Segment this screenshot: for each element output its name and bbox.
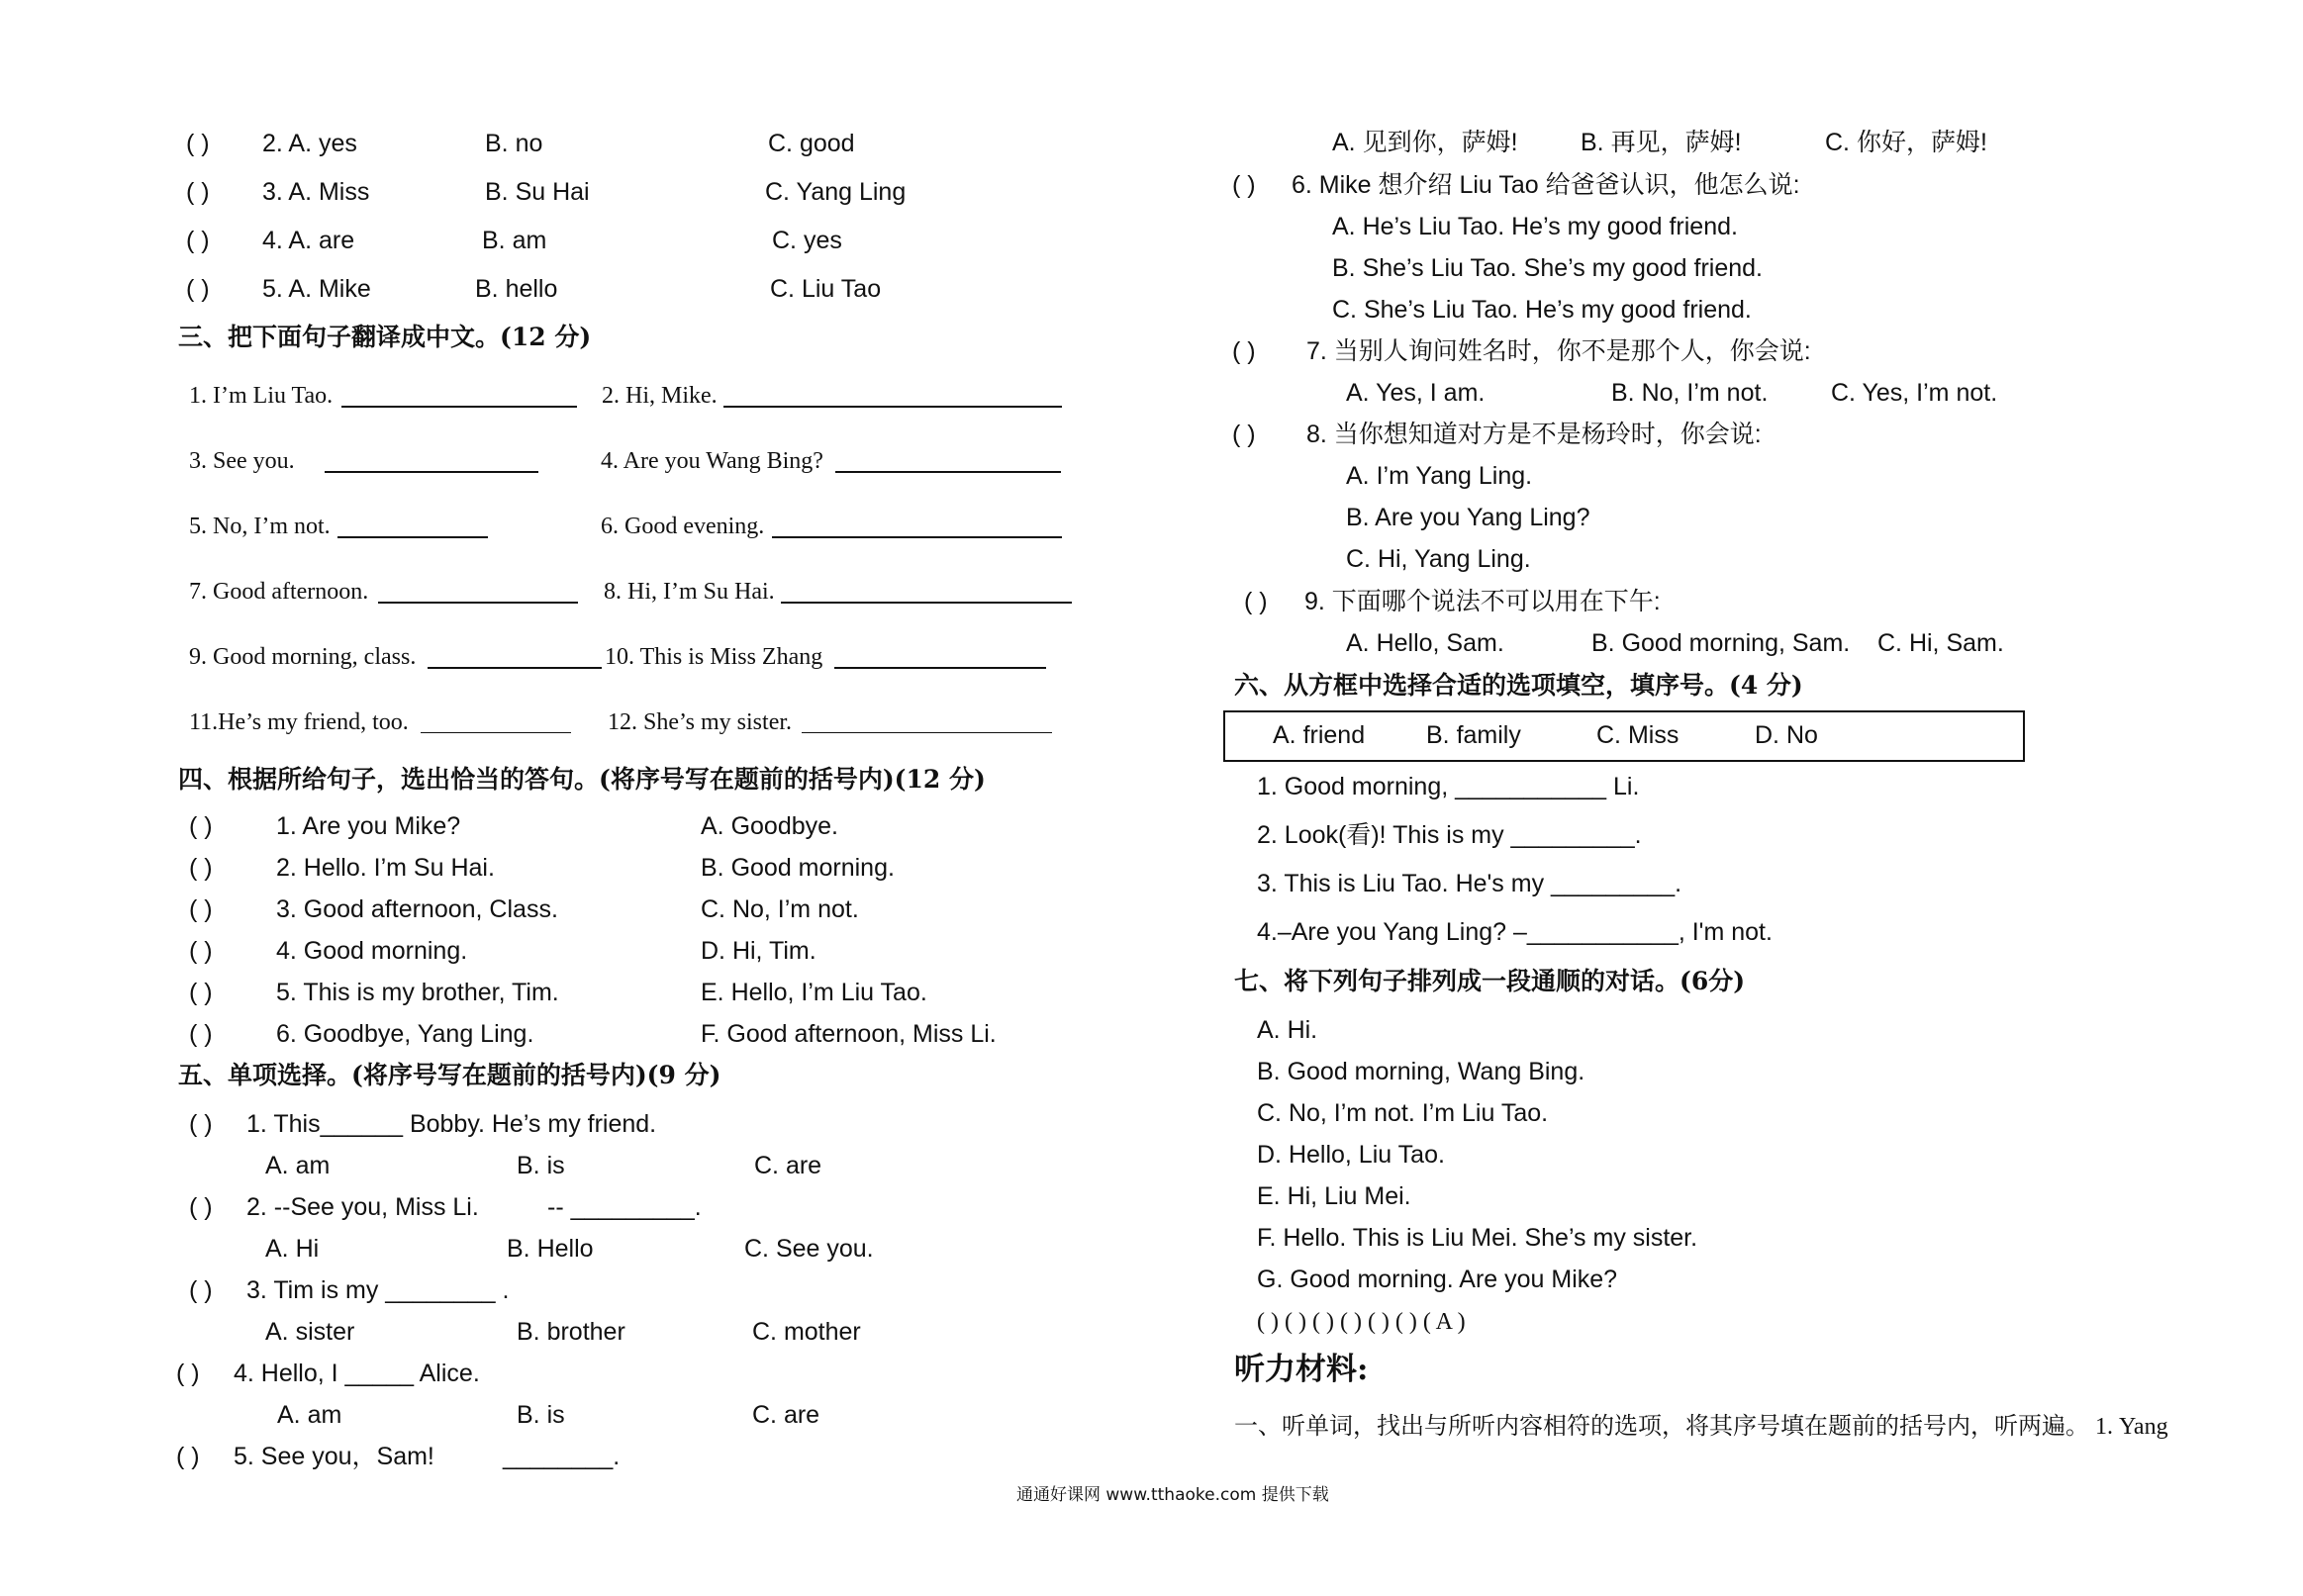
q5-option-c: C. 你好，萨姆!	[1825, 129, 1987, 156]
part5-b-4: B. is	[517, 1401, 565, 1429]
part6-item-4[interactable]: 4.–Are you Yang Ling? –___________, I'm not.	[1257, 918, 1773, 946]
part4-q-5: 5. This is my brother, Tim.	[276, 979, 559, 1006]
part3-blank-8[interactable]	[781, 602, 1072, 604]
part5-q2-5: ________.	[503, 1443, 621, 1470]
q9-question: 9. 下面哪个说法不可以用在下午:	[1304, 588, 1661, 615]
part6-item-1[interactable]: 1. Good morning, ___________ Li.	[1257, 773, 1640, 800]
part5-q-4: 4. Hello, I _____ Alice.	[234, 1360, 480, 1387]
part5-paren-4[interactable]: ( )	[176, 1360, 200, 1387]
part7-item-f: F. Hello. This is Liu Mei. She’s my sister.	[1257, 1224, 1698, 1252]
part2-c-2: C. Yang Ling	[765, 178, 907, 206]
part7-title: 七、将下列句子排列成一段通顺的对话。(6分)	[1234, 967, 1746, 995]
part2-q-2: 3. A. Miss	[262, 178, 370, 206]
part5-a-1: A. am	[265, 1152, 331, 1179]
q8-question: 8. 当你想知道对方是不是杨玲时，你会说:	[1306, 421, 1762, 448]
part4-q-1: 1. Are you Mike?	[276, 812, 461, 840]
q7-option-a: A. Yes, I am.	[1346, 379, 1486, 407]
part3-item-12: 12. She’s my sister.	[608, 709, 793, 735]
part2-c-1: C. good	[768, 130, 855, 157]
listening-line: 一、听单词，找出与所听内容相符的选项，将其序号填在题前的括号内，听两遍。 1. Yang	[1234, 1414, 2168, 1440]
q8-option-a: A. I’m Yang Ling.	[1346, 462, 1533, 490]
part5-b-1: B. is	[517, 1152, 565, 1179]
part5-a-2: A. Hi	[265, 1235, 320, 1263]
q6-option-c: C. She’s Liu Tao. He’s my good friend.	[1332, 296, 1752, 324]
part4-paren-5[interactable]: ( )	[189, 979, 213, 1006]
part2-c-4: C. Liu Tao	[770, 275, 882, 303]
part4-a-5: E. Hello, I’m Liu Tao.	[701, 979, 927, 1006]
part5-a-4: A. am	[277, 1401, 342, 1429]
part5-paren-3[interactable]: ( )	[189, 1276, 213, 1304]
listening-title: 听力材料:	[1234, 1352, 1369, 1387]
part3-item-11: 11.He’s my friend, too.	[189, 709, 409, 735]
part3-item-4: 4. Are you Wang Bing?	[601, 448, 823, 474]
part4-a-4: D. Hi, Tim.	[701, 937, 816, 965]
part3-item-2: 2. Hi, Mike.	[602, 383, 718, 409]
word-box-a: A. friend	[1273, 721, 1366, 749]
part7-item-c: C. No, I’m not. I’m Liu Tao.	[1257, 1099, 1549, 1127]
part4-q-3: 3. Good afternoon, Class.	[276, 895, 558, 923]
part3-item-6: 6. Good evening.	[601, 514, 765, 539]
part4-paren-1[interactable]: ( )	[189, 812, 213, 840]
part7-item-b: B. Good morning, Wang Bing.	[1257, 1058, 1585, 1085]
part5-paren-2[interactable]: ( )	[189, 1193, 213, 1221]
q7-paren[interactable]: ( )	[1232, 337, 1256, 365]
part3-blank-5[interactable]	[337, 536, 488, 538]
part2-b-4: B. hello	[475, 275, 558, 303]
part2-c-3: C. yes	[772, 227, 842, 254]
part3-item-1: 1. I’m Liu Tao.	[189, 383, 334, 409]
part5-q-1: 1. This______ Bobby. He’s my friend.	[246, 1110, 657, 1138]
part2-b-2: B. Su Hai	[485, 178, 590, 206]
q6-paren[interactable]: ( )	[1232, 171, 1256, 199]
part4-paren-3[interactable]: ( )	[189, 895, 213, 923]
part3-blank-3[interactable]	[325, 471, 538, 473]
part3-blank-1[interactable]	[341, 406, 577, 408]
part5-c-3: C. mother	[752, 1318, 861, 1346]
part5-q2-2: -- _________.	[547, 1193, 702, 1221]
page-footer: 通通好课网 www.tthaoke.com 提供下载	[1016, 1485, 1329, 1505]
part3-blank-6[interactable]	[772, 536, 1062, 538]
part3-blank-10[interactable]	[834, 667, 1046, 669]
part5-c-4: C. are	[752, 1401, 820, 1429]
part5-q-2: 2. --See you, Miss Li.	[246, 1193, 479, 1221]
part7-item-g: G. Good morning. Are you Mike?	[1257, 1266, 1618, 1293]
q7-option-b: B. No, I’m not.	[1611, 379, 1769, 407]
part2-b-1: B. no	[485, 130, 543, 157]
part6-title: 六、从方框中选择合适的选项填空，填序号。(4 分)	[1234, 671, 1803, 700]
part5-b-3: B. brother	[517, 1318, 625, 1346]
q7-option-c: C. Yes, I’m not.	[1831, 379, 1998, 407]
part4-a-6: F. Good afternoon, Miss Li.	[701, 1020, 997, 1048]
part2-b-3: B. am	[482, 227, 547, 254]
part3-blank-12[interactable]	[802, 732, 1052, 733]
part4-paren-2[interactable]: ( )	[189, 854, 213, 882]
part2-paren-3[interactable]: ( )	[186, 227, 210, 254]
part5-paren-5[interactable]: ( )	[176, 1443, 200, 1470]
q9-option-a: A. Hello, Sam.	[1346, 629, 1504, 657]
part3-item-9: 9. Good morning, class.	[189, 644, 417, 670]
part4-paren-6[interactable]: ( )	[189, 1020, 213, 1048]
part4-q-6: 6. Goodbye, Yang Ling.	[276, 1020, 534, 1048]
q8-option-b: B. Are you Yang Ling?	[1346, 504, 1590, 531]
part6-item-2[interactable]: 2. Look(看)! This is my _________.	[1257, 821, 1642, 849]
q6-question: 6. Mike 想介绍 Liu Tao 给爸爸认识，他怎么说:	[1292, 171, 1800, 199]
part4-paren-4[interactable]: ( )	[189, 937, 213, 965]
q9-option-c: C. Hi, Sam.	[1877, 629, 2004, 657]
part3-blank-11[interactable]	[421, 732, 571, 733]
part3-item-3: 3. See you.	[189, 448, 295, 474]
q8-option-c: C. Hi, Yang Ling.	[1346, 545, 1531, 573]
part7-item-d: D. Hello, Liu Tao.	[1257, 1141, 1445, 1169]
part2-paren-4[interactable]: ( )	[186, 275, 210, 303]
part5-b-2: B. Hello	[507, 1235, 594, 1263]
q9-paren[interactable]: ( )	[1244, 588, 1268, 615]
word-box-c: C. Miss	[1596, 721, 1679, 749]
q6-option-b: B. She’s Liu Tao. She’s my good friend.	[1332, 254, 1763, 282]
part5-a-3: A. sister	[265, 1318, 355, 1346]
part3-blank-2[interactable]	[723, 406, 1062, 408]
part5-title: 五、单项选择。(将序号写在题前的括号内)(9 分)	[178, 1061, 721, 1089]
part3-blank-7[interactable]	[378, 602, 578, 604]
part5-paren-1[interactable]: ( )	[189, 1110, 213, 1138]
q6-option-a: A. He’s Liu Tao. He’s my good friend.	[1332, 213, 1738, 240]
q5-option-b: B. 再见，萨姆!	[1581, 129, 1742, 156]
q9-option-b: B. Good morning, Sam.	[1591, 629, 1851, 657]
part2-paren-1[interactable]: ( )	[186, 130, 210, 157]
part4-a-3: C. No, I’m not.	[701, 895, 859, 923]
part7-item-e: E. Hi, Liu Mei.	[1257, 1182, 1411, 1210]
part5-c-1: C. are	[754, 1152, 822, 1179]
part3-item-8: 8. Hi, I’m Su Hai.	[604, 579, 775, 605]
part2-q-4: 5. A. Mike	[262, 275, 371, 303]
q5-option-a: A. 见到你，萨姆!	[1332, 129, 1518, 156]
part3-blank-4[interactable]	[835, 471, 1061, 473]
part4-a-2: B. Good morning.	[701, 854, 895, 882]
word-box-b: B. family	[1426, 721, 1521, 749]
q7-question: 7. 当别人询问姓名时，你不是那个人，你会说:	[1306, 337, 1811, 365]
part3-item-10: 10. This is Miss Zhang	[605, 644, 823, 670]
part5-q-3: 3. Tim is my ________ .	[246, 1276, 510, 1304]
part2-q-1: 2. A. yes	[262, 130, 357, 157]
part3-blank-9[interactable]	[428, 667, 602, 669]
part7-answer-row[interactable]: ( ) ( ) ( ) ( ) ( ) ( ) ( A )	[1257, 1309, 1466, 1335]
part3-title: 三、把下面句子翻译成中文。(12 分)	[178, 323, 592, 351]
word-box-d: D. No	[1755, 721, 1818, 749]
part4-a-1: A. Goodbye.	[701, 812, 838, 840]
q8-paren[interactable]: ( )	[1232, 421, 1256, 448]
part3-item-5: 5. No, I’m not.	[189, 514, 331, 539]
part4-q-2: 2. Hello. I’m Su Hai.	[276, 854, 495, 882]
part2-paren-2[interactable]: ( )	[186, 178, 210, 206]
part3-item-7: 7. Good afternoon.	[189, 579, 369, 605]
part4-q-4: 4. Good morning.	[276, 937, 468, 965]
part4-title: 四、根据所给句子，选出恰当的答句。(将序号写在题前的括号内)(12 分)	[178, 765, 986, 794]
part5-c-2: C. See you.	[744, 1235, 874, 1263]
part2-q-3: 4. A. are	[262, 227, 355, 254]
part7-item-a: A. Hi.	[1257, 1016, 1318, 1044]
part5-q-5: 5. See you，Sam!	[234, 1443, 434, 1470]
part6-item-3[interactable]: 3. This is Liu Tao. He's my _________.	[1257, 870, 1682, 897]
